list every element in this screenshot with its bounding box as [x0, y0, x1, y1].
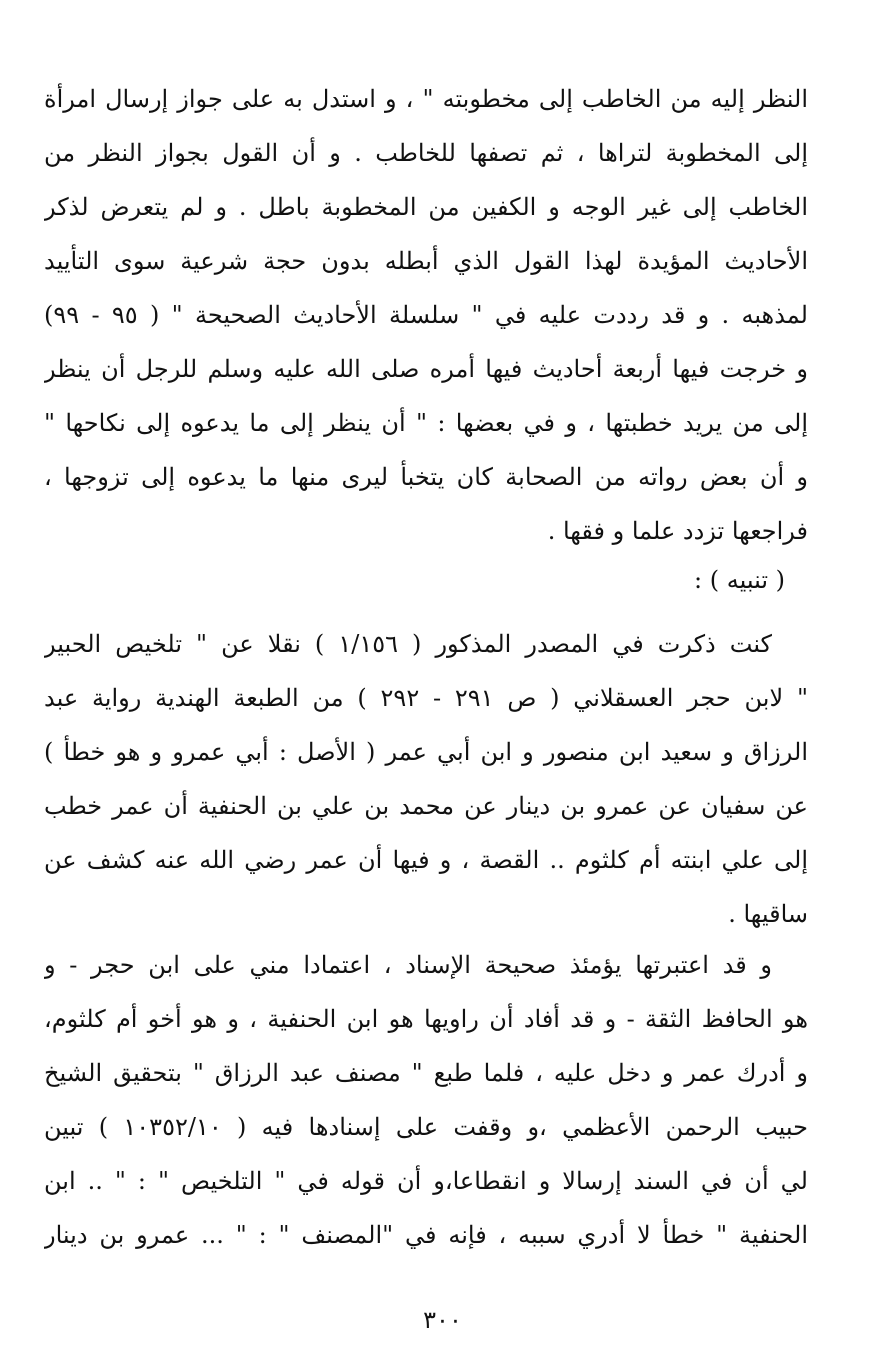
text-line: ساقيها . [728, 900, 808, 928]
text-line: " لابن حجر العسقلاني ( ص ٢٩١ - ٢٩٢ ) من الطبعة الهندية رواية عبد [44, 684, 808, 712]
text-line: هو الحافظ الثقة - و قد أفاد أن راويها هو ابن الحنفية ، و هو أخو أم كلثوم، [44, 1005, 808, 1033]
paragraph-2 [44, 617, 808, 941]
paragraph-3 [44, 938, 808, 1262]
text-line: حبيب الرحمن الأعظمي ،و وقفت على إسنادها فيه ( ١٠٣٥٢/١٠ ) تبين [44, 1113, 808, 1141]
text-line: و أدرك عمر و دخل عليه ، فلما طبع " مصنف عبد الرزاق " بتحقيق الشيخ [44, 1059, 808, 1087]
text-line: و قد اعتبرتها يؤمئذ صحيحة الإسناد ، اعتمادا مني على ابن حجر - و [44, 951, 772, 979]
page-number: ٣٠٠ [423, 1306, 462, 1334]
text-line: لي أن في السند إرسالا و انقطاعا،و أن قوله في " التلخيص " : " .. ابن [44, 1167, 808, 1195]
paragraph-1 [44, 72, 808, 558]
text-line: إلى من يريد خطبتها ، و في بعضها : " أن ينظر إلى ما يدعوه إلى نكاحها " [44, 409, 808, 437]
text-line: عن سفيان عن عمرو بن دينار عن محمد بن علي بن الحنفية أن عمر خطب [44, 792, 808, 820]
text-line: إلى المخطوبة لتراها ، ثم تصفها للخاطب . و أن القول بجواز النظر من [44, 139, 808, 167]
text-line: كنت ذكرت في المصدر المذكور ( ١/١٥٦ ) نقلا عن " تلخيص الحبير [44, 630, 772, 658]
text-line: الخاطب إلى غير الوجه و الكفين من المخطوبة باطل . و لم يتعرض لذكر [44, 193, 808, 221]
text-line: و أن بعض رواته من الصحابة كان يتخبأ ليرى منها ما يدعوه إلى تزوجها ، [44, 463, 808, 491]
text-line: الرزاق و سعيد ابن منصور و ابن أبي عمر ( الأصل : أبي عمرو و هو خطأ ) [44, 738, 808, 766]
text-line: و خرجت فيها أربعة أحاديث فيها أمره صلى الله عليه وسلم للرجل أن ينظر [44, 355, 808, 383]
text-line: إلى علي ابنته أم كلثوم .. القصة ، و فيها أن عمر رضي الله عنه كشف عن [44, 846, 808, 874]
text-line: لمذهبه . و قد رددت عليه في " سلسلة الأحاديث الصحيحة " ( ٩٥ - ٩٩) [44, 301, 808, 329]
section-heading: ( تنبيه ) : [694, 566, 785, 594]
text-line: الحنفية " خطأ لا أدري سببه ، فإنه في "المصنف " : " ... عمرو بن دينار [44, 1221, 808, 1249]
text-line: الأحاديث المؤيدة لهذا القول الذي أبطله بدون حجة شرعية سوى التأييد [44, 247, 808, 275]
text-line: النظر إليه من الخاطب إلى مخطوبته " ، و استدل به على جواز إرسال امرأة [44, 85, 808, 113]
text-line: فراجعها تزدد علما و فقها . [547, 517, 808, 545]
